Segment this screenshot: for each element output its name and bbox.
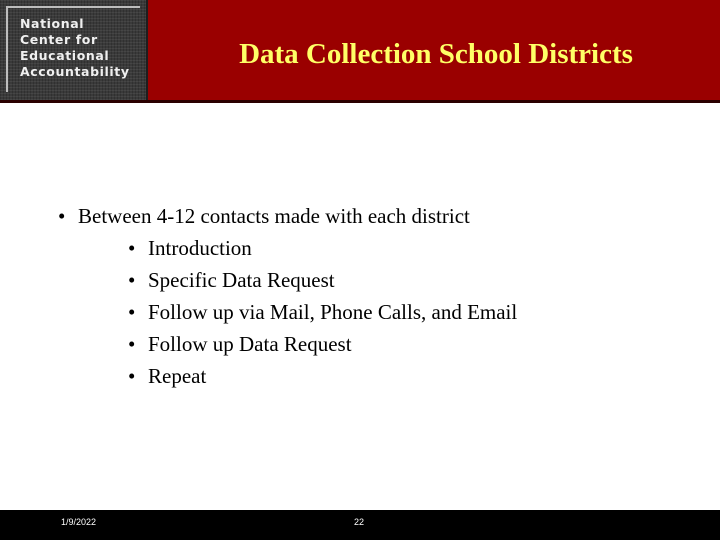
sub-bullet-5 [128, 363, 206, 389]
sub-bullet-text: Repeat [148, 364, 207, 388]
sub-bullet-3 [128, 299, 517, 325]
nce-logo [0, 0, 148, 100]
sub-bullet-2 [128, 267, 335, 293]
bullet-dot-icon: • [128, 268, 136, 292]
bullet-dot-icon: • [58, 204, 66, 228]
bullet-dot-icon: • [128, 332, 136, 356]
logo-line-2: Center for [20, 32, 98, 47]
main-bullet [58, 203, 470, 229]
logo-line-4: Accountability [20, 64, 130, 79]
footer-page-number: 22 [354, 517, 365, 527]
slide-title: Data Collection School Districts [239, 38, 633, 70]
footer-bar [0, 510, 720, 540]
sub-bullet-text: Specific Data Request [148, 268, 335, 292]
logo-line-1: National [20, 16, 85, 31]
sub-bullet-text: Follow up via Mail, Phone Calls, and Email [148, 300, 518, 324]
bullet-dot-icon: • [128, 300, 136, 324]
footer-date: 1/9/2022 [61, 517, 97, 527]
banner-divider [0, 100, 720, 103]
sub-bullet-4 [128, 331, 352, 357]
sub-bullet-text: Follow up Data Request [148, 332, 352, 356]
logo-line-3: Educational [20, 48, 110, 63]
bullet-dot-icon: • [128, 364, 136, 388]
sub-bullet-1 [128, 235, 252, 261]
bullet-dot-icon: • [128, 236, 136, 260]
sub-bullet-text: Introduction [148, 236, 252, 260]
main-bullet-text: Between 4-12 contacts made with each district [78, 204, 470, 228]
